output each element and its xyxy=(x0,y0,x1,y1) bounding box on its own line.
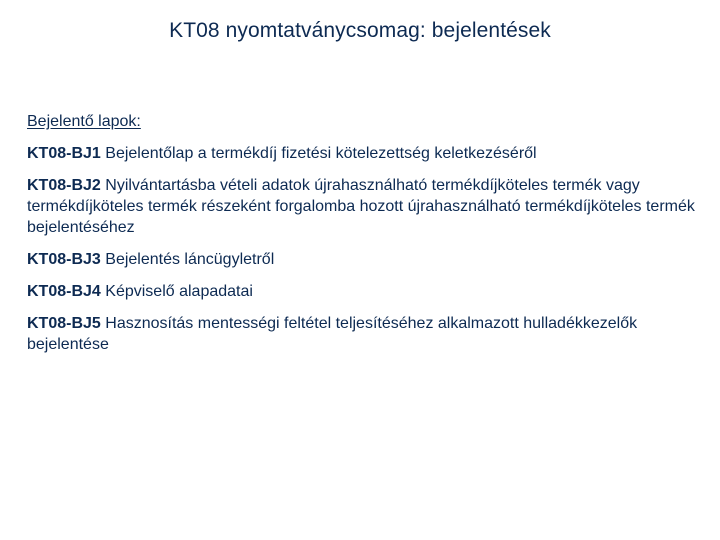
subheading: Bejelentő lapok: xyxy=(27,113,141,130)
list-item xyxy=(27,249,697,270)
item-code: KT08-BJ5 xyxy=(27,315,101,332)
item-text: Bejelentés láncügyletről xyxy=(105,251,275,268)
item-code: KT08-BJ2 xyxy=(27,177,101,194)
item-code: KT08-BJ3 xyxy=(27,251,101,268)
item-code: KT08-BJ4 xyxy=(27,283,101,300)
item-text: Képviselő alapadatai xyxy=(105,283,253,300)
list-item xyxy=(27,143,697,164)
item-text: Bejelentőlap a termékdíj fizetési kötelezettség keletkezéséről xyxy=(105,145,537,162)
item-text: Nyilvántartásba vételi adatok újrahasználható termékdíjköteles termék vagy termékdíjköteles termék részeként forgalomba hozott újrahasználható termékdíjköteles termék bejelentéséhez xyxy=(27,177,695,236)
item-text: Hasznosítás mentességi feltétel teljesítéséhez alkalmazott hulladékkezelők bejelentése xyxy=(27,315,638,353)
list-item xyxy=(27,313,697,355)
slide-title: KT08 nyomtatványcsomag: bejelentések xyxy=(169,19,551,42)
content-body xyxy=(27,111,697,366)
list-item xyxy=(27,175,697,238)
list-item xyxy=(27,281,697,302)
item-code: KT08-BJ1 xyxy=(27,145,101,162)
